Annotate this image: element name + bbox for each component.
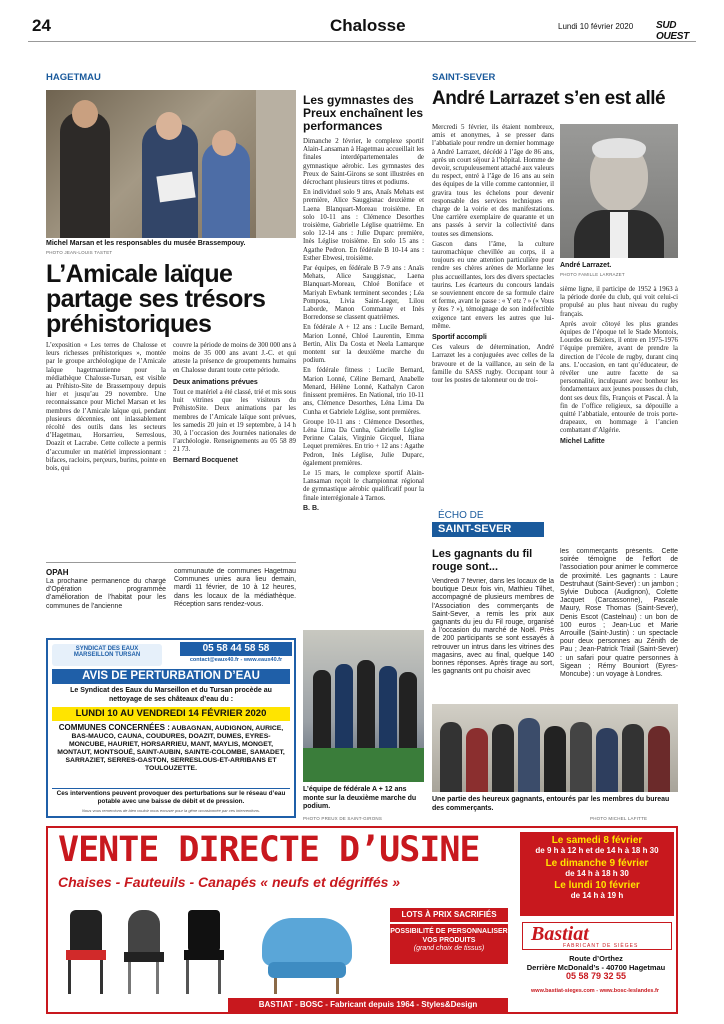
syndicat-warning: Ces interventions peuvent provoquer des perturbations sur le réseau d’eau potable avec une baisse de débit et de pression. bbox=[52, 788, 290, 806]
amicale-photo-caption: Michel Marsan et les responsables du musée Brassempouy. bbox=[46, 240, 246, 247]
larrazet-headline: André Larrazet s’en est allé bbox=[432, 88, 666, 109]
usine-ad bbox=[46, 826, 678, 1014]
echo-photo-credit: PHOTO MICHEL LAFITTE bbox=[590, 816, 648, 821]
larrazet-paragraph: sième ligne, il participe de 1952 à 1963 à la période dorée du club, qui voit celui-ci propulsé au plus haut niveau du rugby français. bbox=[560, 286, 678, 318]
usine-subtitle: Chaises - Fauteuils - Canapés « neufs et dégriffés » bbox=[58, 874, 401, 890]
amicale-photo bbox=[46, 90, 296, 238]
echo-col1: Vendredi 7 février, dans les locaux de la boutique Deux fois vin, Mathieu Tilhet, accompagné de plusieurs membres de l’Association des commerçants de Saint-Sever, a remis les prix aux gagnants du jeu du Fil rouge, organisé à l’occasion du marché de Noël. Près de 200 participants se sont essayés à retrouver un intrus dans les vitrines des magasins, avec au final, quelque 140 bonnes réponses. Après tirage au sort, les gagnants ont pu choisir avec bbox=[432, 578, 554, 676]
chair-image bbox=[120, 910, 170, 994]
gym-paragraph: Dimanche 2 février, le complexe sportif Alain-Lansaman à Hagetmau accueillait les finales interdépartementales de gymnastique aérobic. Les gymnastes des Preux de Saint-Girons se sont illustrées en décrochant plusieurs titres et podiums. bbox=[303, 138, 424, 187]
echo-col2: les commerçants présents. Cette soirée témoigne de l’effort de l’association pour animer le commerce de proximité. Les gagnants : Laure Destruhaut (Saint-Sever) : un jambon ; Sylvie Duboca (Audignon), Colette Jacquet (Carcassonne), Pascale Maury, Rose Thomas (Saint-Sever), Denis Escot (Castelnau) : un bon de 100 euros ; Jean-Luc et Marie Arrouille (Saint-Justin) : un spectacle pour deux personnes au Zénith de Pau ; Jean-Patrick Triail (Saint-Sever) : un safari pour quatre personnes à Sigean ; Rémy Bouniort (Eyres-Moncube) : un voyage à Londres. bbox=[560, 548, 678, 679]
usine-schedule bbox=[520, 832, 674, 916]
amicale-photo-credit: PHOTO JEAN-LOUIS TASTET bbox=[46, 250, 113, 255]
usine-possibilite bbox=[390, 924, 508, 964]
gym-paragraph: En individuel solo 9 ans, Anaïs Mehats est première, Alice Sauggisnac deuxième et Laena Blanquart-Moreau troisième. En solo 10-11 ans : Clémence Desorthes troisième, Gabrielle Léglise quatrième. En solo 12-14 ans : Julie Duparc première, Inès Léglise troisième. En solo 15 ans : Agathe Pedron. En fédérale B 10-14 ans : Esther Ebwesi, troisième. bbox=[303, 189, 424, 262]
gym-paragraph: Le 15 mars, le complexe sportif Alain-Lansaman reçoit le championnat régional de gymnastique aérobic qualificatif pour la finale interrégionale à Tarnos. bbox=[303, 469, 424, 502]
larrazet-paragraph: Mercredi 5 février, ils étaient nombreux, amis et anonymes, à se presser dans l’abbatiale pour rendre un dernier hommage à André Larrazet, décédé à l’âge de 86 ans, après un court séjour à l’hôpital. Homme de devoir, scrupuleusement attaché aux valeurs du respect, entré à l’âge de 16 ans au sein des équipes de la ville comme cantonnier, il gravira tous les échelons pour devenir responsable des services techniques en charge de la voirie et des manifestations. Une carrière exemplaire de quarante et un ans passés à servir la collectivité dans toutes ses dimensions. bbox=[432, 124, 554, 238]
echo-label-bottom: SAINT-SEVER bbox=[432, 522, 544, 537]
amicale-kicker: HAGETMAU bbox=[46, 72, 101, 83]
gym-photo-caption: L’équipe de fédérale A + 12 ans monte sur la deuxième marche du podium. bbox=[303, 786, 417, 810]
amicale-col2-text-b: Tout ce matériel a été classé, trié et mis sous huit vitrines que les visiteurs du PréhistoSite. Deux animations par les membres de l’Amicale laïque sont prévues, les samedis 20 juin et 19 septembre, à 14 h 30, à l’occasion des Journées nationales de l’archéologie. Renseignements au 05 58 89 21 73. bbox=[173, 389, 296, 454]
syndicat-logo-line2: MARSEILLON TURSAN bbox=[73, 652, 141, 658]
gym-headline: Les gymnastes des Preux enchaînent les performances bbox=[303, 93, 424, 133]
gym-photo-credit: PHOTO PREUX DE SAINT-GIRONS bbox=[303, 816, 383, 821]
page-header bbox=[28, 14, 696, 42]
schedule-hours: de 14 h à 19 h bbox=[570, 891, 624, 900]
usine-possibilite-text: POSSIBILITÉ DE PERSONNALISER VOS PRODUITS bbox=[390, 928, 508, 944]
gym-paragraph: En fédérale A + 12 ans : Lucile Bernard, Marion Lonné, Chloé Laurentin, Emma Bertin, Alix Da Costa et Neela Lamarque montent sur la deuxième marche du podium. bbox=[303, 324, 424, 365]
larrazet-photo bbox=[560, 124, 678, 258]
opah-text-2: communauté de communes Hagetmau Communes unies aura lieu demain, mardi 11 février, de 10 à 12 heures, dans les locaux de la médiathèque. Réception sans rendez-vous. bbox=[174, 568, 296, 608]
larrazet-subhead: Sportif accompli bbox=[432, 334, 487, 342]
bastiat-logo-text: Bastiat bbox=[531, 923, 589, 945]
gym-paragraph: Groupe 10-11 ans : Clémence Desorthes, Léna Lima Da Cunha, Gabrielle Léglise Perinne Calais, Virginie Gicquel, Iliana Lequet premières. En trio + 12 ans : Agathe Pedron, Inès Léglise, Julie Duparc, également premières. bbox=[303, 418, 424, 467]
echo-photo bbox=[432, 704, 678, 792]
schedule-hours: de 9 h à 12 h et de 14 h à 18 h 30 bbox=[535, 846, 659, 855]
usine-footer: BASTIAT - BOSC - Fabricant depuis 1964 - Styles&Design bbox=[228, 998, 508, 1012]
echo-label bbox=[432, 508, 552, 538]
echo-label-top: ÉCHO DE bbox=[438, 510, 484, 521]
syndicat-contact: contact@eaux40.fr - www.eaux40.fr bbox=[189, 657, 283, 663]
larrazet-signature: Michel Lafitte bbox=[560, 437, 605, 445]
amicale-col2 bbox=[173, 342, 296, 542]
gym-signature: B. B. bbox=[303, 504, 319, 512]
usine-badge: LOTS À PRIX SACRIFIÉS bbox=[390, 908, 508, 922]
chair-image bbox=[62, 910, 112, 994]
opah-brief bbox=[46, 562, 296, 612]
larrazet-col1 bbox=[432, 124, 554, 518]
schedule-day: Le lundi 10 février bbox=[554, 880, 640, 891]
brand-logo: SUD OUEST bbox=[656, 20, 689, 42]
page-number: 24 bbox=[32, 16, 51, 35]
usine-phone: 05 58 79 32 55 bbox=[565, 971, 627, 981]
amicale-headline: L’Amicale laïque partage ses trésors préhistoriques bbox=[46, 260, 266, 338]
amicale-col1: L’exposition « Les terres de Chalosse et leurs richesses préhistoriques », montée par le groupe archéologique de l’Amicale laïque hagetmautienne pour la médiathèque Chalosse-Tursan, est visible au Préhisto-Site de Brassempouy depuis hier et jusqu’au 29 novembre. Une reconnaissance pour Michel Marsan et les membres de l’Amicale laïque qui, pendant plusieurs décennies, ont inlassablement récolté des outils dans les secteurs d’Hagetmau, Horsarrieu, Serreslous, Doazit et Lacrabe. Cette collecte a permis d’accumuler un matériel impressionnant : bifaces, racloirs, perçeurs, burins, pointe en bois, qui bbox=[46, 342, 166, 473]
syndicat-footnote: Nous vous remercions de bien vouloir nous excuser pour la gêne occasionnée par ces interventions. bbox=[82, 808, 260, 813]
opah-title: OPAH bbox=[46, 568, 69, 577]
syndicat-subtitle: Le Syndicat des Eaux du Marseillon et du Tursan procède au nettoyage de ses châteaux d’eau du : bbox=[70, 687, 272, 703]
usine-web: www.bastiat-sieges.com - www.bosc-leslandes.fr bbox=[531, 988, 659, 994]
echo-photo-caption: Une partie des heureux gagnants, entourés par les membres du bureau des commerçants. bbox=[432, 796, 670, 812]
usine-address-line1: Route d’Orthez bbox=[569, 954, 623, 963]
schedule-day: Le dimanche 9 février bbox=[545, 857, 649, 869]
gym-paragraph: En fédérale fitness : Lucile Bernard, Marion Lonné, Céline Bernard, Anabelle Menard, Hélène Lonné, Kathalyn Caron finissent premières. En National, trio 10-11 ans, Clémence Desorthes, Léna Lima Da Cunha et Gabriele Léglise, sont premières. bbox=[303, 367, 424, 416]
larrazet-paragraph: Gascon dans l’âme, la culture tauromachique chevillée au corps, il a toujours eu une attention particulière pour rendre ses chères arènes de Morlanne les plus accueillantes, lors des divers spectacles taurins. Les écarteurs du concours landais se souviennent encore de sa formule claire et ferme, avant le passe : « Y etz ? » (« Vous y êtes ? »), témoignage de son indéfectible exigence tant envers les autres que lui-même. bbox=[432, 240, 554, 330]
larrazet-paragraph: Après avoir côtoyé les plus grandes équipes de l’époque tel le Stade Montois, Lourdes ou Béziers, il entre en 1975-1976 l’équipe première, avant de prendre la direction de l’école de rugby, durant cinq ans. L’occasion, en tant qu’éducateur, de révéler une autre facette de sa personnalité, inculquant avec bonheur les fondamentaux aux jeunes pousses du club, dont ses deux fils, François et Pascal. À la fin de l’office religieux, sa dépouille a quitté l’abbatiale, entourée de trois porte-drapeaux, en hommage à l’ancien combattant d’Algérie. bbox=[560, 320, 678, 435]
syndicat-logo bbox=[52, 644, 162, 666]
chair-image bbox=[180, 910, 230, 994]
syndicat-communes bbox=[54, 724, 288, 773]
syndicat-ad bbox=[46, 638, 296, 818]
larrazet-photo-caption: André Larrazet. bbox=[560, 262, 612, 269]
syndicat-communes-title: COMMUNES CONCERNÉES : bbox=[58, 723, 170, 732]
section-title: Chalosse bbox=[330, 16, 406, 35]
syndicat-dates: LUNDI 10 AU VENDREDI 14 FÉVRIER 2020 bbox=[52, 707, 290, 721]
usine-title: VENTE DIRECTE D’USINE bbox=[58, 830, 480, 870]
armchair-image bbox=[262, 918, 352, 994]
syndicat-phone: 05 58 44 58 58 bbox=[180, 642, 292, 656]
usine-choix-text: (grand choix de tissus) bbox=[413, 945, 485, 952]
header-date: Lundi 10 février 2020 bbox=[558, 22, 634, 31]
opah-text-1: La prochaine permanence du chargé d’Opération programmée d’amélioration de l’habitat pour les communes de l’ancienne bbox=[46, 578, 166, 610]
bastiat-logo bbox=[522, 922, 672, 950]
syndicat-headline: AVIS DE PERTURBATION D’EAU bbox=[52, 669, 290, 684]
gym-photo bbox=[303, 630, 424, 782]
usine-address-line2: Derrière McDonald’s - 40700 Hagetmau bbox=[526, 963, 666, 972]
syndicat-logo-line1: SYNDICAT DES EAUX bbox=[75, 646, 139, 652]
gym-paragraph: Par équipes, en fédérale B 7-9 ans : Anaïs Mehats, Alice Sauggisnac, Laena Blanquart-Moreau, Chloé Boniface et Mariyah Ewbank terminent secondes ; Léa Pomposa, Livia Saint-Leger, Lilou Laborde, Manon Commanay et Inès Borredonse se classent quatrièmes. bbox=[303, 265, 424, 322]
amicale-col2-text: couvre la période de moins de 300 000 ans à moins de 35 000 ans avant J.-C. et qui atteste la présence de groupements humains en Chalosse durant toute cette période. bbox=[173, 342, 296, 374]
bastiat-logo-sub: FABRICANT DE SIÈGES bbox=[563, 943, 639, 949]
amicale-subhead: Deux animations prévues bbox=[173, 378, 258, 386]
schedule-day: Le samedi 8 février bbox=[551, 835, 643, 846]
echo-headline: Les gagnants du fil rouge sont... bbox=[432, 548, 533, 573]
amicale-signature: Bernard Bocquenet bbox=[173, 456, 238, 464]
larrazet-paragraph: Ces valeurs de détermination, André Larrazet les a conjuguées avec celles de la bravoure et de la vaillance, au sein de la famille du SASS rugby. Occupant tour à tour les postes de talonneur ou de troi- bbox=[432, 344, 554, 385]
larrazet-col2 bbox=[560, 286, 678, 522]
larrazet-kicker: SAINT-SEVER bbox=[432, 72, 496, 83]
schedule-hours: de 14 h à 18 h 30 bbox=[565, 868, 629, 878]
usine-address bbox=[518, 954, 674, 981]
syndicat-communes-list: AUBAGNAN, AUDIGNON, AURICE, BAS-MAUCO, CAUNA, COUDURES, DOAZIT, DUMES, EYRES-MONCUBE, HAURIET, HORSARRIEU, MANT, MAYLIS, MONGET, MONTAUT, MONTSOUÉ, SAINT-AUBIN, SAINTE-COLOMBE, SAMADET, SARRAZIET, SERRES-GASTON, SERRESLOUS-ET-ARRIBANS ET TOULOUZETTE. bbox=[57, 725, 285, 772]
gym-col bbox=[303, 138, 424, 626]
larrazet-photo-credit: PHOTO FAMILLE LARRAZET bbox=[560, 272, 625, 277]
